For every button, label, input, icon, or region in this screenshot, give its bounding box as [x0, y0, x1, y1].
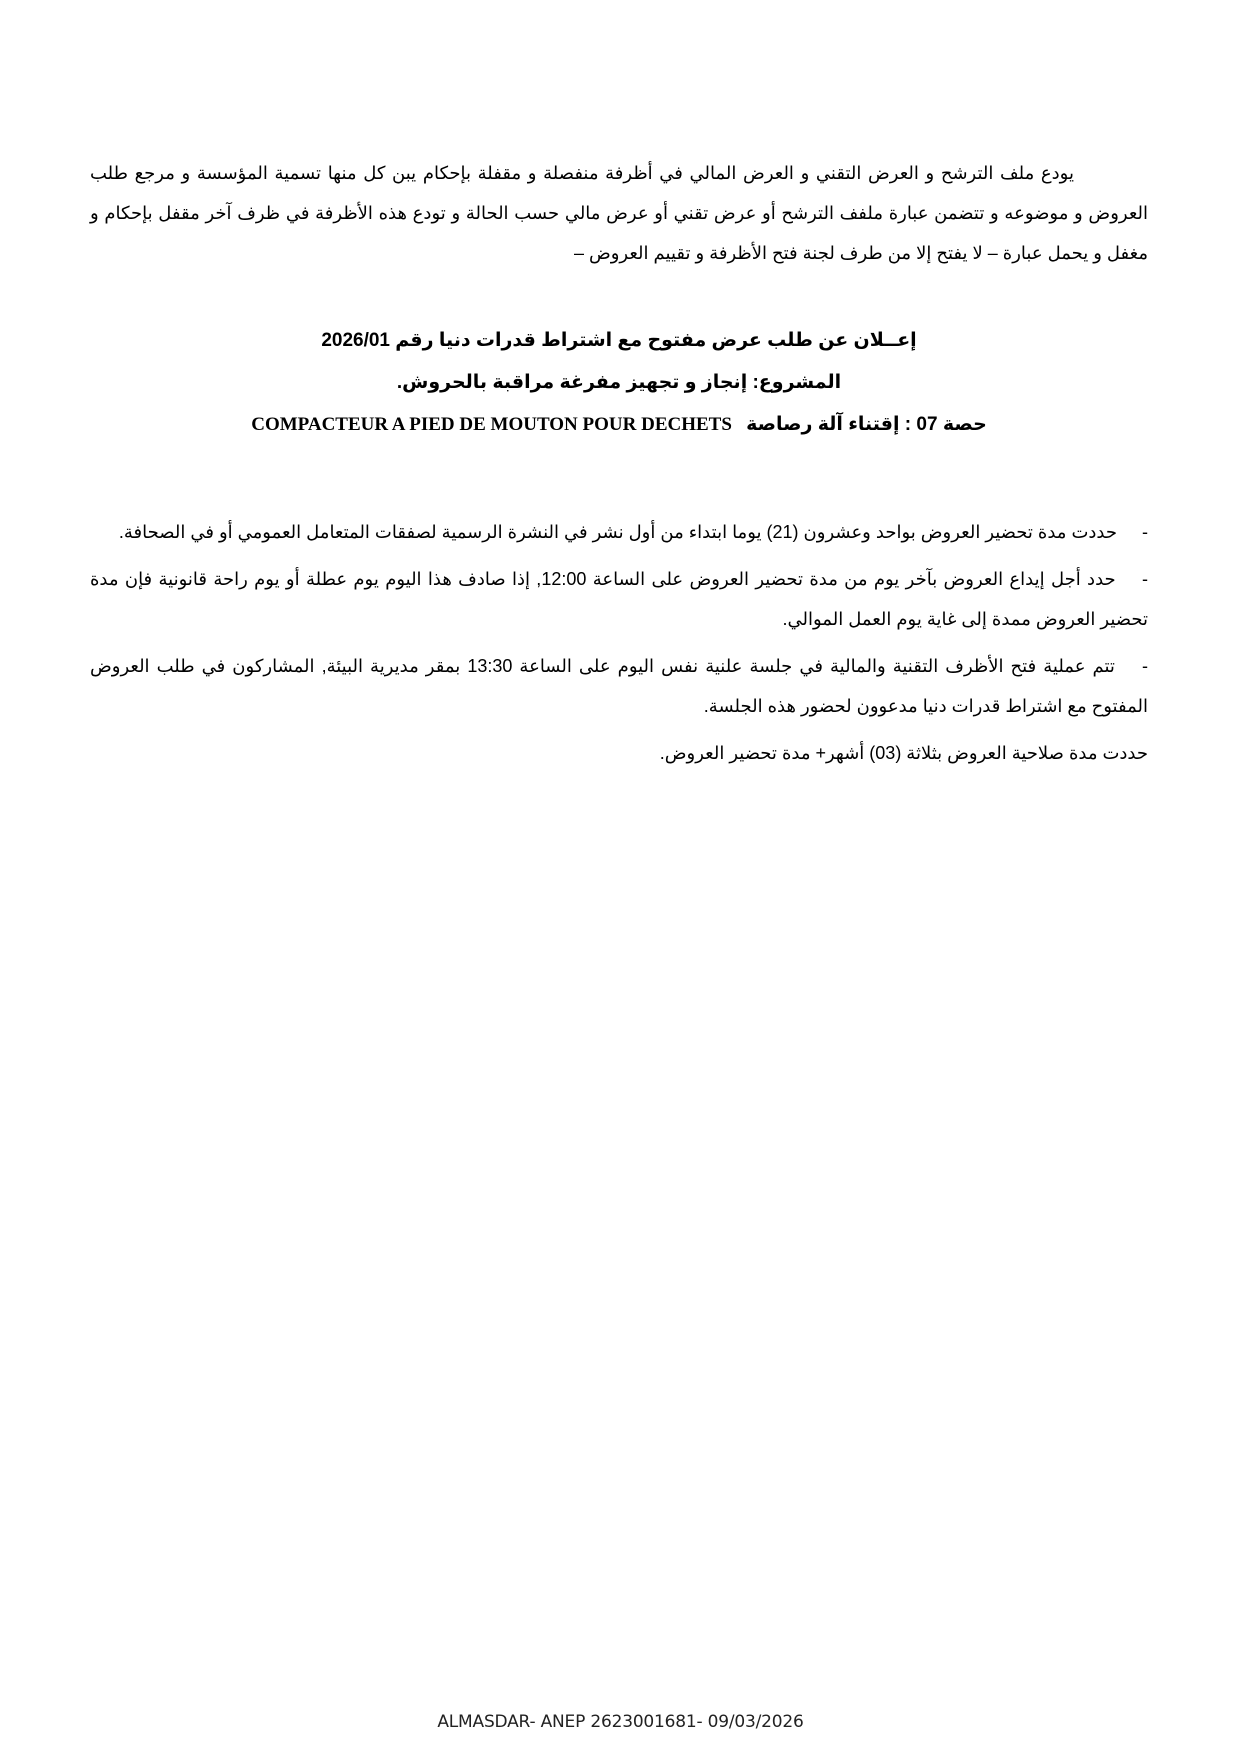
lot-french: COMPACTEUR A PIED DE MOUTON POUR DECHETS	[251, 414, 732, 435]
page-footer: ALMASDAR- ANEP 2623001681- 09/03/2026	[437, 1712, 804, 1732]
clause-text: حدد أجل إيداع العروض بآخر يوم من مدة تحضير العروض على الساعة 12:00, إذا صادف هذا اليوم يوم عطلة أو يوم راحة قانونية فإن مدة تحضير العروض ممدة إلى غاية يوم العمل الموالي.	[90, 569, 1148, 629]
clause-dash: -	[1142, 522, 1148, 542]
clause-text: حددت مدة تحضير العروض بواحد وعشرون (21) يوما ابتداء من أول نشر في النشرة الرسمية لصفقات المتعامل العمومي أو في الصحافة.	[118, 522, 1117, 542]
clause-item	[90, 559, 1148, 639]
project-title: المشروع: إنجاز و تجهيز مفرغة مراقبة بالحروش.	[396, 372, 842, 393]
intro-section	[90, 153, 1148, 273]
clause-text: تتم عملية فتح الأظرف التقنية والمالية في جلسة علنية نفس اليوم على الساعة 13:30 بمقر مديرية البيئة, المشاركون في طلب العروض المفتوح مع اشتراط قدرات دنيا مدعوون لحضور هذه الجلسة.	[90, 656, 1148, 716]
intro-paragraph: يودع ملف الترشح و العرض التقني و العرض المالي في أظرفة منفصلة و مقفلة بإحكام يبن كل منها تسمية المؤسسة و مرجع طلب العروض و موضوعه و تتضمن عبارة ملفف الترشح أو عرض تقني أو عرض مالي حسب الحالة و تودع هذه الأظرفة في ظرف آخر مقفل بإحكام و مغفل و يحمل عبارة – لا يفتح إلا من طرف لجنة فتح الأظرفة و تقييم العروض –	[90, 163, 1148, 263]
announcement-title: إعــلان عن طلب عرض مفتوح مع اشتراط قدرات دنيا رقم 2026/01	[321, 330, 917, 351]
validity-clause: حددت مدة صلاحية العروض بثلاثة (03) أشهر+ مدة تحضير العروض.	[659, 743, 1148, 763]
clauses-section	[90, 512, 1148, 780]
clause-dash: -	[1141, 656, 1148, 676]
clause-item	[90, 512, 1148, 552]
clause-dash: -	[1142, 569, 1148, 589]
lot-arabic: حصة 07 : إقتناء آلة رصاصة	[746, 414, 987, 435]
announcement-header	[90, 320, 1148, 446]
lot-line	[90, 404, 1148, 446]
clause-item	[90, 646, 1148, 726]
